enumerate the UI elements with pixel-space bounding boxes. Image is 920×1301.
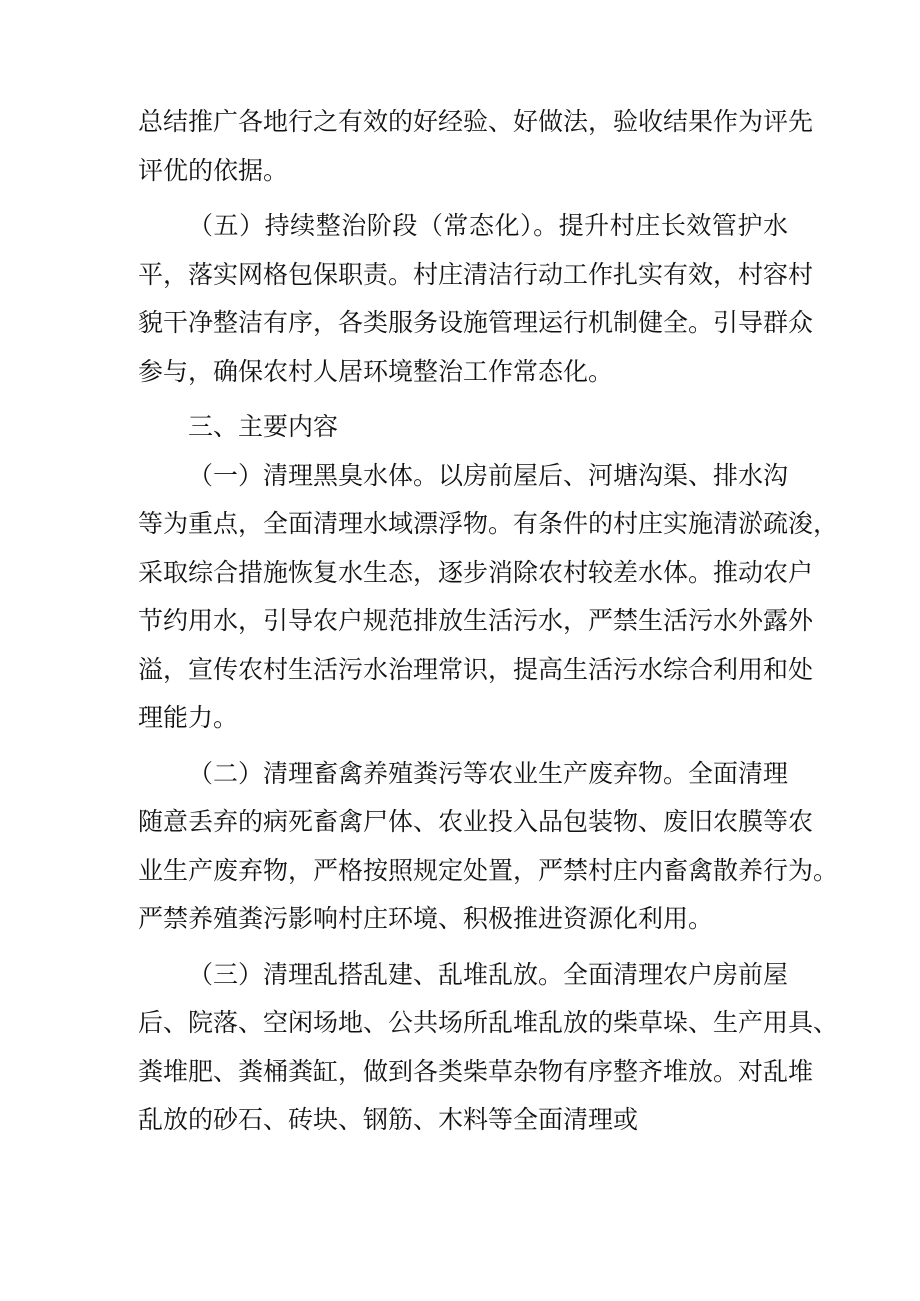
heading-text: 三、主要内容 [188, 412, 339, 441]
text-line: 随意丢弃的病死畜禽尸体、农业投入品包装物、废旧农膜等农 [138, 807, 814, 836]
text-line: 貌干净整洁有序，各类服务设施管理运行机制健全。引导群众 [138, 308, 814, 337]
paragraph-livestock-waste [138, 750, 839, 944]
document-body [138, 98, 839, 1145]
text-line: 后、院落、空闲场地、公共场所乱堆乱放的柴草垛、生产用具、 [138, 1008, 839, 1037]
text-line: （二）清理畜禽养殖粪污等农业生产废弃物。全面清理 [188, 758, 789, 788]
text-line: 粪堆肥、粪桶粪缸，做到各类柴草杂物有序整齐堆放。对乱堆 [138, 1056, 814, 1086]
text-line: 参与，确保农村人居环境整治工作常态化。 [138, 356, 614, 386]
paragraph-illegal-construction [138, 951, 839, 1145]
section-heading [138, 403, 788, 452]
text-line: 乱放的砂石、砖块、钢筋、木料等全面清理或 [138, 1105, 639, 1134]
paragraph-continuation [138, 98, 814, 195]
text-line: 节约用水，引导农户规范排放生活污水，严禁生活污水外露外 [138, 606, 814, 635]
text-line: 等为重点，全面清理水域漂浮物。有条件的村庄实施清淤疏浚， [138, 509, 839, 538]
paragraph-black-water [138, 452, 839, 743]
text-line: 平，落实网格包保职责。村庄清洁行动工作扎实有效，村容村 [138, 259, 814, 289]
paragraph-phase-five [138, 202, 814, 396]
text-line: （三）清理乱搭乱建、乱堆乱放。全面清理农户房前屋 [188, 959, 789, 989]
text-line: 业生产废弃物，严格按照规定处置，严禁村庄内畜禽散养行为。 [138, 855, 839, 885]
text-line: 采取综合措施恢复水生态，逐步消除农村较差水体。推动农户 [138, 557, 814, 587]
text-line: （一）清理黑臭水体。以房前屋后、河塘沟渠、排水沟 [188, 460, 789, 490]
text-line: 溢，宣传农村生活污水治理常识，提高生活污水综合利用和处 [138, 654, 814, 684]
text-line: 评优的依据。 [138, 155, 289, 185]
text-line: 总结推广各地行之有效的好经验、好做法，验收结果作为评先 [138, 107, 814, 136]
text-line: 理能力。 [138, 703, 239, 732]
text-line: （五）持续整治阶段（常态化）。提升村庄长效管护水 [188, 211, 788, 240]
text-line: 严禁养殖粪污影响村庄环境、积极推进资源化利用。 [138, 904, 714, 933]
